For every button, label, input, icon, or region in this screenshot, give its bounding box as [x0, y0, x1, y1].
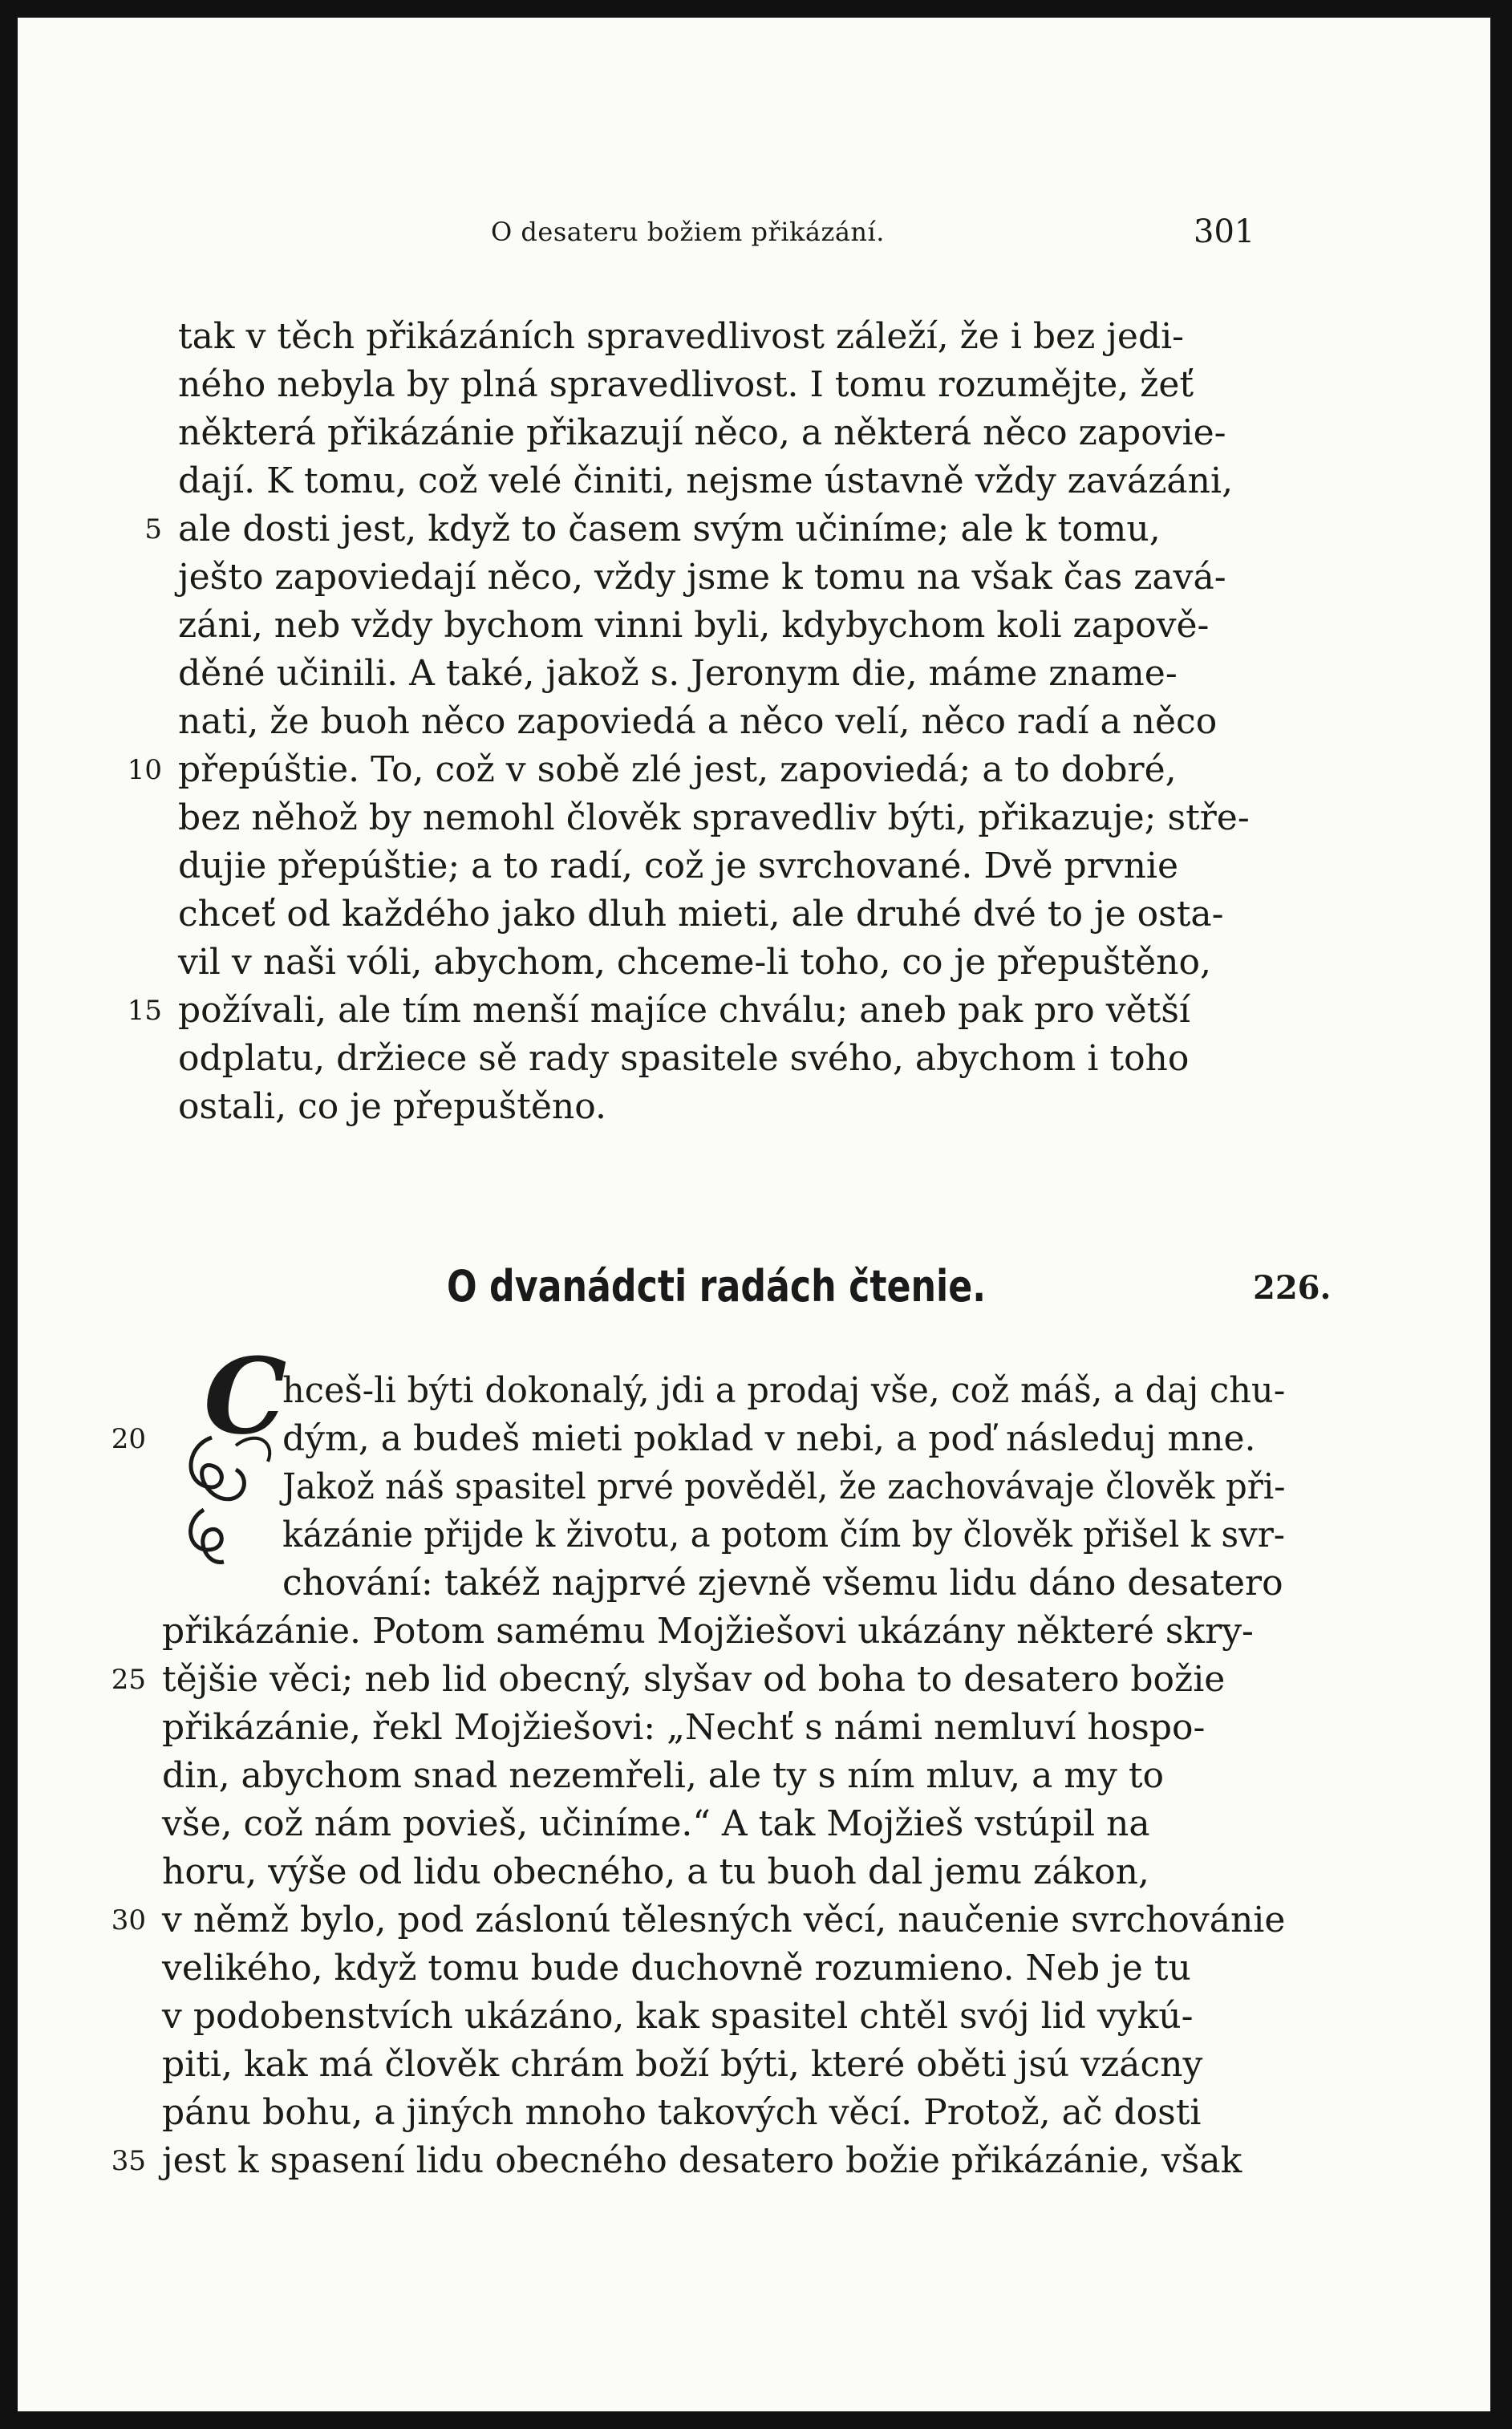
text-line: Jakož náš spasitel prvé pověděl, že zachovávaje člověk při- — [282, 1466, 1286, 1507]
line-number: 35 — [111, 2145, 146, 2177]
text-line: dým, a budeš mieti poklad v nebi, a poď následuj mne. — [282, 1418, 1256, 1459]
text-line: přepúštie. To, což v sobě zlé jest, zapoviedá; a to dobré, — [178, 749, 1177, 790]
text-line: pánu bohu, a jiných mnoho takových věcí. Protož, ač dosti — [162, 2092, 1202, 2133]
text-line: vše, což nám povieš, učiníme.“ A tak Mojžieš vstúpil na — [162, 1803, 1150, 1844]
line-number: 25 — [111, 1664, 146, 1696]
text-line: ale dosti jest, když to časem svým učiníme; ale k tomu, — [178, 509, 1161, 549]
text-line: požívali, ale tím menší majíce chválu; aneb pak pro větší — [178, 990, 1190, 1031]
line-number: 30 — [111, 1904, 146, 1936]
text-line: bez něhož by nemohl člověk spravedliv býti, přikazuje; stře- — [178, 797, 1250, 838]
text-line: ného nebyla by plná spravedlivost. I tomu rozumějte, žeť — [178, 364, 1194, 405]
line-number: 20 — [111, 1423, 146, 1455]
text-line: ješto zapoviedají něco, vždy jsme k tomu na však čas zavá- — [178, 557, 1226, 598]
section-number: 226. — [1253, 1269, 1332, 1307]
text-line: dujie přepúštie; a to radí, což je svrchované. Dvě prvnie — [178, 845, 1179, 886]
text-line: jest k spasení lidu obecného desatero božie přikázánie, však — [162, 2140, 1242, 2181]
text-line: děné učinili. A také, jakož s. Jeronym die, máme zname- — [178, 653, 1178, 694]
text-line: din, abychom snad nezemřeli, ale ty s ním mluv, a my to — [162, 1755, 1165, 1796]
text-line: piti, kak má člověk chrám boží býti, které oběti jsú vzácny — [162, 2044, 1203, 2085]
running-header: O desateru božiem přikázání. — [491, 217, 885, 247]
text-line: ostali, co je přepuštěno. — [178, 1086, 606, 1127]
text-line: velikého, když tomu bude duchovně rozumieno. Neb je tu — [162, 1948, 1191, 1989]
text-line: přikázánie, řekl Mojžiešovi: „Nechť s námi nemluví hospo- — [162, 1707, 1206, 1748]
text-line: hceš-li býti dokonalý, jdi a prodaj vše, což máš, a daj chu- — [282, 1370, 1286, 1411]
page-number: 301 — [1194, 213, 1255, 250]
text-line: záni, neb vždy bychom vinni byli, kdybychom koli zapově- — [178, 605, 1210, 646]
text-line: tějšie věci; neb lid obecný, slyšav od boha to desatero božie — [162, 1659, 1226, 1700]
text-line: přikázánie. Potom samému Mojžiešovi ukázány některé skry- — [162, 1611, 1254, 1652]
text-line: kázánie přijde k životu, a potom čím by člověk přišel k svr- — [282, 1515, 1285, 1555]
text-line: vil v naši vóli, abychom, chceme-li toho, co je přepuštěno, — [178, 942, 1211, 983]
line-number: 10 — [127, 754, 162, 786]
text-line: chování: takéž najprvé zjevně všemu lidu dáno desatero — [282, 1563, 1283, 1604]
text-line: v podobenstvích ukázáno, kak spasitel chtěl svój lid vykú- — [162, 1996, 1194, 2037]
section-title: O dvanádcti radách čtenie. — [447, 1261, 987, 1312]
line-number: 5 — [144, 513, 162, 545]
drop-cap-letter: C — [204, 1335, 287, 1458]
text-line: horu, výše od lidu obecného, a tu buoh dal jemu zákon, — [162, 1851, 1149, 1892]
page — [18, 18, 1490, 2411]
text-line: v němž bylo, pod záslonú tělesných věcí, naučenie svrchovánie — [162, 1900, 1286, 1940]
text-line: tak v těch přikázáních spravedlivost záleží, že i bez jedi- — [178, 316, 1185, 357]
text-line: nati, že buoh něco zapoviedá a něco velí, něco radí a něco — [178, 701, 1218, 742]
text-line: některá přikázánie přikazují něco, a některá něco zapovie- — [178, 412, 1226, 453]
text-line: dají. K tomu, což velé činiti, nejsme ústavně vždy zavázáni, — [178, 460, 1234, 501]
text-line: chceť od každého jako dluh mieti, ale druhé dvé to je osta- — [178, 894, 1224, 935]
drop-cap — [180, 1335, 292, 1582]
line-number: 15 — [127, 995, 162, 1027]
text-line: odplatu, držiece sě rady spasitele svého, abychom i toho — [178, 1038, 1190, 1079]
